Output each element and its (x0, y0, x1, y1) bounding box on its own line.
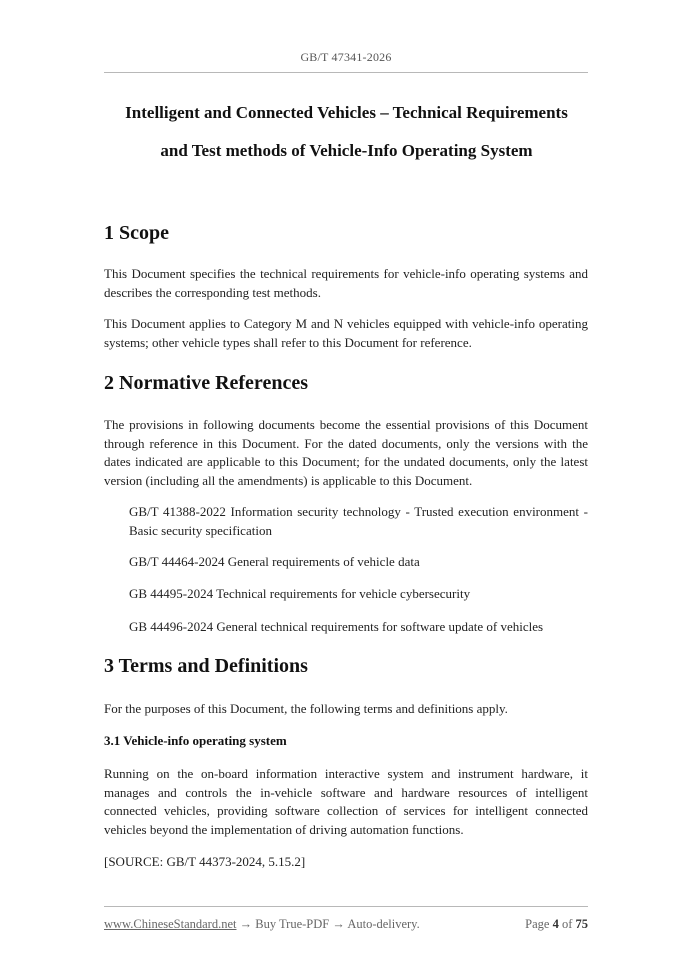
document-title-line-2: and Test methods of Vehicle-Info Operating System (160, 141, 533, 160)
header-divider (104, 72, 588, 73)
footer-promo (104, 917, 420, 932)
total-pages: 75 (575, 917, 588, 931)
arrow-right-icon: → (332, 917, 345, 931)
normative-references-intro: The provisions in following documents become the essential provisions of this Document through reference in this Document. For the dated documents, only the versions with the dates indicated are applicable to this Document; for the undated documents, only the latest version (including all the amendments) is applicable to this Document. (104, 417, 588, 488)
term-heading: 3.1 Vehicle-info operating system (104, 733, 287, 748)
document-title-line-1: Intelligent and Connected Vehicles – Technical Requirements (125, 103, 568, 122)
running-header: GB/T 47341-2026 (300, 50, 392, 64)
page-number (498, 917, 588, 932)
term-definition: Running on the on-board information interactive system and instrument hardware, it manages and controls the in-vehicle software and hardware resources of intelligent connected vehicles, providing software collection of services for intelligent connected vehicles beyond the implementation of driving automation functions. (104, 766, 588, 837)
term-source: [SOURCE: GB/T 44373-2024, 5.15.2] (104, 854, 306, 869)
footer-divider (104, 906, 588, 907)
section-heading-scope: 1 Scope (104, 222, 169, 244)
reference-item: GB/T 41388-2022 Information security technology - Trusted execution environment - Basic security specification (129, 504, 588, 538)
scope-paragraph-2: This Document applies to Category M and N vehicles equipped with vehicle-info operating systems; other vehicle types shall refer to this Document for reference. (104, 316, 588, 350)
reference-item: GB 44496-2024 General technical requirements for software update of vehicles (129, 619, 544, 634)
reference-item: GB/T 44464-2024 General requirements of vehicle data (129, 554, 420, 569)
current-page: 4 (552, 917, 559, 931)
reference-item: GB 44495-2024 Technical requirements for vehicle cybersecurity (129, 586, 471, 601)
buy-true-pdf-text: Buy True-PDF (255, 917, 330, 931)
page-label: Page (525, 917, 550, 931)
section-heading-terms-definitions: 3 Terms and Definitions (104, 655, 308, 677)
auto-delivery-text: Auto-delivery. (347, 917, 420, 931)
arrow-right-icon: → (239, 917, 253, 931)
terms-intro: For the purposes of this Document, the following terms and definitions apply. (104, 701, 508, 716)
website-link[interactable]: www.ChineseStandard.net (104, 917, 237, 931)
scope-paragraph-1: This Document specifies the technical requirements for vehicle-info operating systems and describes the corresponding test methods. (104, 266, 588, 300)
of-label: of (561, 917, 573, 931)
section-heading-normative-references: 2 Normative References (104, 372, 308, 394)
